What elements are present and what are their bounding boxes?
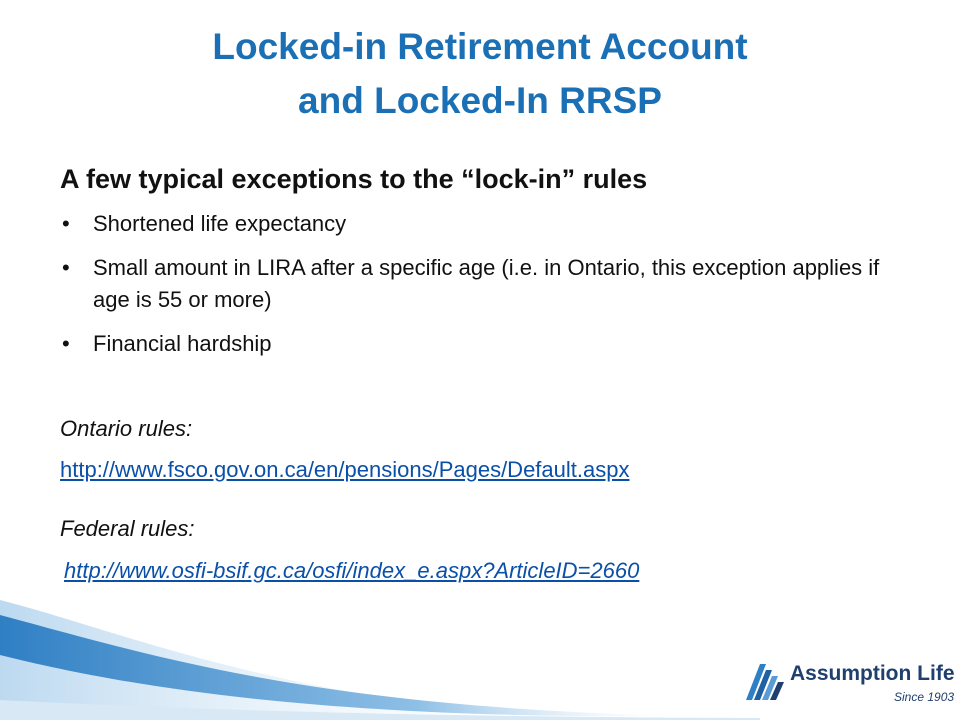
bullet-icon: •: [62, 211, 70, 236]
slide-title-line-1: Locked-in Retirement Account: [212, 26, 748, 67]
logo-mark-icon: [742, 658, 788, 704]
bullet-icon: •: [62, 255, 70, 280]
list-item-text: Financial hardship: [93, 331, 272, 356]
company-logo: [742, 658, 955, 708]
list-item: [60, 328, 900, 360]
exceptions-list: [60, 208, 900, 372]
ontario-rules-label: Ontario rules:: [60, 416, 193, 441]
federal-rules-label: Federal rules:: [60, 516, 195, 541]
bullet-icon: •: [62, 331, 70, 356]
slide-title-line-2: and Locked-In RRSP: [298, 80, 662, 121]
list-item-text: Shortened life expectancy: [93, 211, 347, 236]
logo-since: Since 1903: [894, 690, 955, 704]
federal-rules-link[interactable]: http://www.osfi-bsif.gc.ca/osfi/index_e.aspx?ArticleID=2660: [64, 558, 640, 583]
list-item: [60, 252, 900, 316]
logo-name: Assumption Life: [790, 662, 955, 685]
list-item: [60, 208, 900, 240]
ontario-rules-link[interactable]: http://www.fsco.gov.on.ca/en/pensions/Pages/Default.aspx: [60, 457, 630, 482]
list-item-text: Small amount in LIRA after a specific age (i.e. in Ontario, this exception applies if age is 55 or more): [93, 255, 880, 312]
section-heading: A few typical exceptions to the “lock-in” rules: [60, 164, 648, 194]
